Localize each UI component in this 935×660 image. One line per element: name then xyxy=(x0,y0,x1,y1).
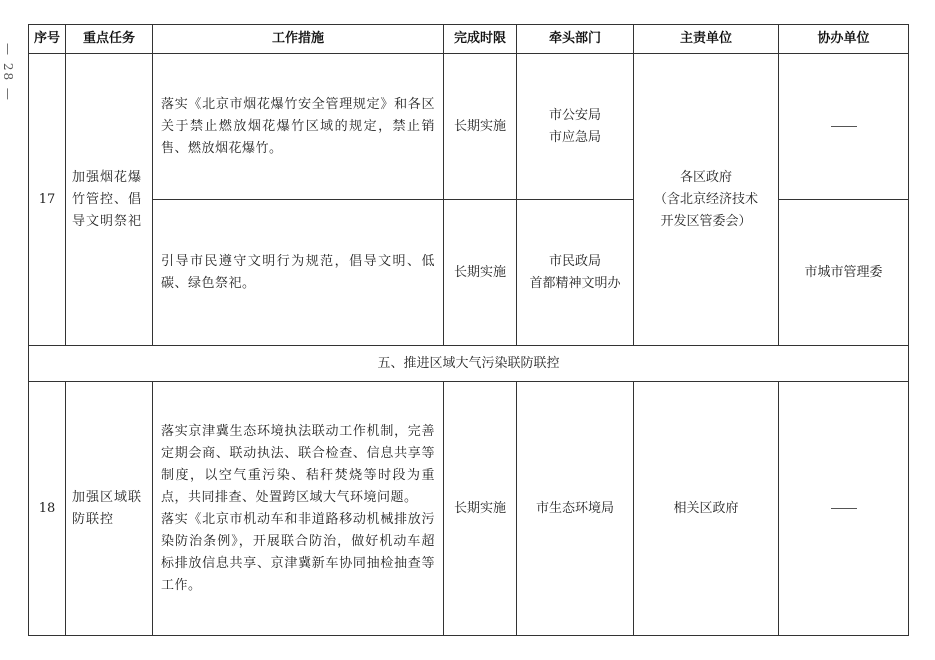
header-assist-unit: 协办单位 xyxy=(779,25,909,54)
lead-dept-cell: 市生态环境局 xyxy=(517,382,634,636)
assist-unit-cell xyxy=(779,54,909,200)
section-header-row xyxy=(29,346,909,382)
deadline-cell: 长期实施 xyxy=(444,54,517,200)
main-unit-line: （含北京经济技术 xyxy=(653,191,758,207)
main-unit-cell xyxy=(634,54,779,346)
main-unit-line: 开发区管委会） xyxy=(660,213,752,229)
header-key-task: 重点任务 xyxy=(66,25,153,54)
lead-dept-cell xyxy=(517,54,634,200)
key-task-cell: 加强区域联防联控 xyxy=(66,382,153,636)
dash-placeholder-icon xyxy=(831,508,857,509)
lead-dept-line: 市公安局 xyxy=(548,107,601,123)
main-unit-cell: 相关区政府 xyxy=(634,382,779,636)
lead-dept-line: 首都精神文明办 xyxy=(529,275,621,291)
assist-unit-cell xyxy=(779,382,909,636)
section-title: 五、推进区域大气污染联防联控 xyxy=(29,346,909,382)
assist-unit-cell: 市城市管理委 xyxy=(779,200,909,346)
seq-cell: 17 xyxy=(29,54,66,346)
header-seq: 序号 xyxy=(29,25,66,54)
measure-paragraph: 落实《北京市机动车和非道路移动机械排放污染防治条例》，开展联合防治，做好机动车超标排放信息共享、京津冀新车协同抽检抽查等工作。 xyxy=(161,511,435,593)
header-lead-dept: 牵头部门 xyxy=(517,25,634,54)
table-header-row xyxy=(29,25,909,54)
lead-dept-line: 市应急局 xyxy=(548,129,601,145)
measure-cell: 引导市民遵守文明行为规范，倡导文明、低碳、绿色祭祀。 xyxy=(153,200,444,346)
header-deadline: 完成时限 xyxy=(444,25,517,54)
page-number-marker: — 28 — xyxy=(1,43,15,102)
main-unit-line: 各区政府 xyxy=(679,169,732,185)
deadline-cell: 长期实施 xyxy=(444,382,517,636)
measure-cell: 落实《北京市烟花爆竹安全管理规定》和各区关于禁止燃放烟花爆竹区域的规定，禁止销售、燃放烟花爆竹。 xyxy=(153,54,444,200)
seq-cell: 18 xyxy=(29,382,66,636)
header-main-unit: 主责单位 xyxy=(634,25,779,54)
header-measures: 工作措施 xyxy=(153,25,444,54)
measure-cell xyxy=(153,382,444,636)
table-row xyxy=(29,54,909,200)
table-row xyxy=(29,382,909,636)
deadline-cell: 长期实施 xyxy=(444,200,517,346)
lead-dept-cell xyxy=(517,200,634,346)
task-table xyxy=(28,24,909,636)
measure-paragraph: 落实京津冀生态环境执法联动工作机制，完善定期会商、联动执法、联合检查、信息共享等制度，以空气重污染、秸秆焚烧等时段为重点，共同排查、处置跨区域大气环境问题。 xyxy=(161,423,435,505)
key-task-cell: 加强烟花爆竹管控、倡导文明祭祀 xyxy=(66,54,153,346)
dash-placeholder-icon xyxy=(831,126,857,127)
lead-dept-line: 市民政局 xyxy=(548,253,601,269)
